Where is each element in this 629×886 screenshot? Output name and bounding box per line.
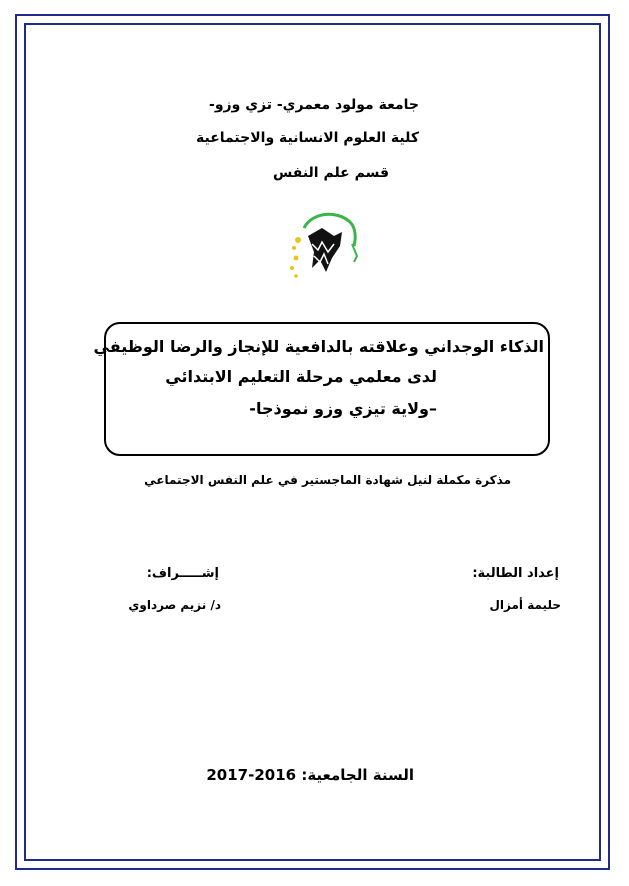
university-name: جامعة مولود معمري- تزي وزو- (209, 97, 419, 113)
thesis-title-line-1: الذكاء الوجداني وعلاقته بالدافعية للإنجاز والرضا الوظيفي (93, 337, 544, 356)
university-logo-icon (282, 206, 362, 286)
supervisor-name: د/ نزيم صرداوي (128, 598, 221, 612)
supervision-label: إشـــــراف: (146, 566, 219, 581)
department-name: قسم علم النفس (272, 165, 389, 181)
thesis-title-line-3: –ولاية تيزي وزو نموذجا- (249, 399, 437, 418)
faculty-name: كلية العلوم الانسانية والاجتماعية (196, 130, 419, 146)
prepared-by-label: إعداد الطالبة: (472, 566, 559, 581)
student-name: حليمة أمزال (489, 598, 561, 612)
memoir-note: مذكرة مكملة لنيل شهادة الماجستير في علم النفس الاجتماعي (144, 473, 511, 487)
thesis-title-line-2: لدى معلمي مرحلة التعليم الابتدائي (165, 367, 437, 386)
academic-year: السنة الجامعية: 2016-2017 (206, 766, 414, 784)
